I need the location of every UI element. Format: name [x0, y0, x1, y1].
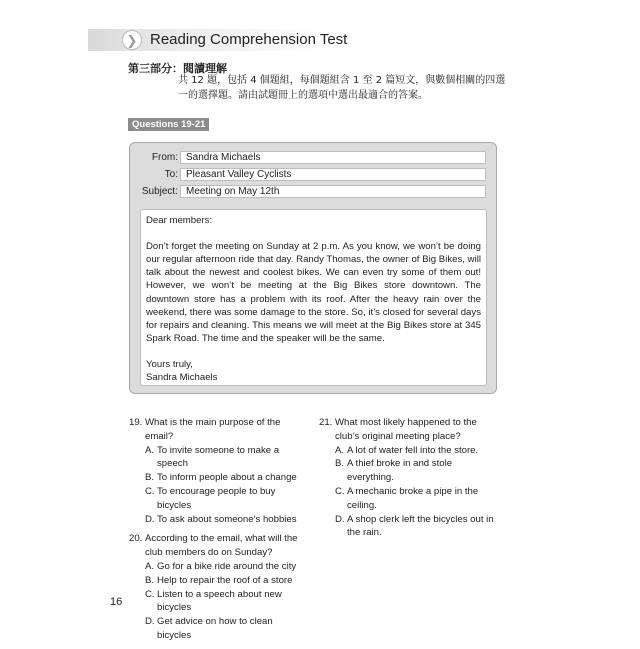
email-from-label: From:: [151, 152, 178, 163]
option-b: B. A thief broke in and stole everything.: [335, 458, 453, 484]
page-number: 16: [110, 596, 123, 608]
email-panel: [129, 142, 497, 394]
option-a: A. To invite someone to make a speech: [145, 444, 280, 470]
email-to-field: Pleasant Valley Cyclists: [180, 168, 486, 181]
questions-range-tag: Questions 19-21: [128, 118, 209, 131]
option-b: B. Help to repair the roof of a store: [145, 574, 293, 586]
email-subject-label: Subject:: [141, 186, 178, 197]
option-d: D. Get advice on how to clean bicycles: [145, 616, 273, 641]
email-subject-field: Meeting on May 12th: [180, 185, 486, 198]
email-body-text: Don’t forget the meeting on Sunday at 2 p.m. As you know, we won’t be doing our regular afternoon ride that day. Randy Thomas, the owner of Big Bikes, will talk about the newest and coolest bikes. We can even try some of them out! However, we won’t be meeting at the Big Bikes store downtown. The downtown store has a problem with its roof. After the heavy rain over the weekend, there was some damage to the store. So, it’s closed for several days for repairs and cleaning. This means we will meet at the Big Bikes store at 345 Spark Road. The time and the speaker will be the same.: [146, 241, 481, 344]
option-c: C. Listen to a speech about new bicycles: [145, 588, 282, 614]
email-body: [140, 209, 487, 386]
question-19: [129, 416, 309, 526]
option-a: A. A lot of water fell into the store.: [335, 444, 479, 456]
option-b: B. To inform people about a change: [145, 472, 297, 484]
section-title: 第三部分：閱讀理解: [128, 62, 227, 75]
option-d: D. To ask about someone’s hobbies: [145, 513, 297, 525]
question-stem: What is the main purpose of the email?: [145, 417, 281, 442]
email-from-field: Sandra Michaels: [180, 151, 486, 164]
questions-column-right: [319, 416, 499, 546]
option-c: C. A mechanic broke a pipe in the ceiling.: [335, 485, 479, 511]
question-stem: What most likely happened to the club’s original meeting place?: [335, 417, 477, 442]
option-d: D. A shop clerk left the bicycles out in the rain.: [335, 513, 494, 539]
option-c: C. To encourage people to buy bicycles: [145, 485, 276, 511]
email-to-label: To:: [164, 169, 178, 180]
option-a: A. Go for a bike ride around the city: [145, 560, 297, 572]
chevron-right-icon: ❯: [122, 30, 142, 50]
questions-column-left: [129, 416, 309, 649]
section-instructions: 共 12 題，包括 4 個題組，每個題組含 1 至 2 篇短文，與數個相關的四選一的選擇題。請由試題冊上的選項中選出最適合的答案。: [178, 75, 506, 101]
email-closing: Yours truly,: [146, 359, 193, 371]
page-title: Reading Comprehension Test: [150, 31, 348, 48]
email-greeting: Dear members:: [146, 215, 213, 226]
email-signature: Sandra Michaels: [146, 372, 218, 384]
question-stem: According to the email, what will the club members do on Sunday?: [145, 533, 298, 559]
question-21: [319, 416, 499, 540]
question-number: 21.: [319, 417, 333, 428]
question-number: 19.: [129, 417, 143, 428]
question-20: [129, 532, 309, 642]
question-number: 20.: [129, 533, 143, 545]
